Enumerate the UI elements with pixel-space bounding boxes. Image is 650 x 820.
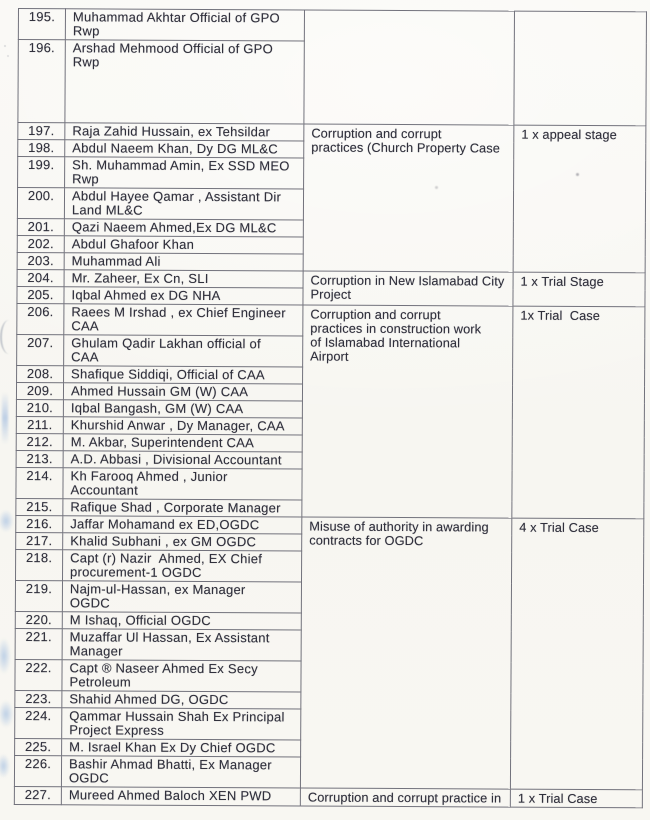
serial-cell: 205. [17,286,64,303]
name-cell: Abdul Ghafoor Khan [64,236,303,254]
serial-cell: 203. [17,252,64,269]
serial-cell: 208. [17,365,64,382]
name-cell: Ahmed Hussain GM (W) CAA [63,383,302,401]
serial-cell: 216. [16,515,63,532]
table-row [14,786,642,807]
serial-cell: 207. [17,334,64,365]
serial-cell: 212. [16,433,63,450]
table-container [14,8,646,808]
name-cell: Najm-ul-Hassan, ex Manager OGDC [62,581,301,613]
name-cell: M. Israel Khan Ex Dy Chief OGDC [62,739,301,757]
serial-cell: 199. [18,157,65,188]
case-stage-cell [514,11,647,126]
serial-cell: 214. [16,467,63,498]
serial-cell: 195. [18,9,65,40]
serial-cell: 225. [15,738,62,755]
name-cell: Muhammad Akhtar Official of GPO Rwp [65,9,304,41]
name-cell: M Ishaq, Official OGDC [62,612,301,630]
serial-cell: 206. [17,303,64,334]
name-cell: Jaffar Mohamand ex ED,OGDC [63,516,302,534]
serial-cell: 204. [17,269,64,286]
serial-cell: 210. [16,399,63,416]
serial-cell: 222. [15,659,62,690]
name-cell: Bashir Ahmad Bhatti, Ex Manager OGDC [61,756,300,788]
cases-table [14,8,647,808]
serial-cell: 197. [18,123,65,140]
case-description-cell [304,10,515,125]
name-cell: M. Akbar, Superintendent CAA [63,434,302,452]
name-cell: Qazi Naeem Ahmed,Ex DG ML&C [64,219,303,237]
case-stage-cell: 4 x Trial Case [510,518,643,790]
name-cell: Abdul Hayee Qamar , Assistant Dir Land ML&C [64,188,303,220]
case-description-cell: Corruption and corrupt practices (Church Property Case [303,124,514,272]
name-cell: Mureed Ahmed Baloch XEN PWD [61,787,300,806]
serial-cell: 213. [16,450,63,467]
serial-cell: 224. [15,707,62,738]
scan-artifact [0,506,16,536]
serial-cell: 226. [14,755,61,786]
serial-cell: 200. [17,188,64,219]
serial-cell: 217. [16,532,63,549]
case-stage-cell: 1 x Trial Stage [513,272,645,307]
serial-cell: 196. [18,40,65,123]
name-cell: Sh. Muhammad Amin, Ex SSD MEO Rwp [65,157,304,189]
case-description-cell: Misuse of authority in awarding contracts for OGDC [300,517,511,789]
serial-cell: 220. [15,611,62,628]
name-cell: Iqbal Ahmed ex DG NHA [64,287,303,305]
name-cell: Kh Farooq Ahmed , Junior Accountant [63,468,302,500]
serial-cell: 221. [15,628,62,659]
serial-cell: 227. [14,786,61,804]
scan-artifact [2,42,12,64]
case-description-cell: Corruption and corrupt practice in [300,788,510,807]
name-cell: A.D. Abbasi , Divisional Accountant [63,451,302,469]
serial-cell: 211. [16,416,63,433]
serial-cell: 198. [18,140,65,157]
name-cell: Qammar Hussain Shah Ex Principal Project Express [62,708,301,740]
name-cell: Muhammad Ali [64,253,303,271]
serial-cell: 218. [16,549,63,580]
serial-cell: 201. [17,218,64,235]
scan-artifact [2,392,8,444]
case-description-cell: Corruption in New Islamabad City Project [303,271,513,306]
name-cell: Rafique Shad , Corporate Manager [63,499,302,517]
serial-cell: 209. [16,382,63,399]
serial-cell: 202. [17,235,64,252]
name-cell: Arshad Mehmood Official of GPO Rwp [65,40,304,124]
name-cell: Raja Zahid Hussain, ex Tehsildar [65,123,304,141]
name-cell: Ghulam Qadir Lakhan official of CAA [64,335,303,367]
name-cell: Shafique Siddiqi, Official of CAA [64,366,303,384]
name-cell: Iqbal Bangash, GM (W) CAA [63,400,302,418]
case-description-cell: Corruption and corrupt practices in construction work of Islamabad International Airport [302,305,513,518]
name-cell: Shahid Ahmed DG, OGDC [62,691,301,709]
table-body [14,9,646,808]
scan-artifact [0,632,13,680]
case-stage-cell: 1 x Trial Case [510,789,642,808]
serial-cell: 215. [16,498,63,515]
serial-cell: 219. [15,580,62,611]
name-cell: Mr. Zaheer, Ex Cn, SLI [64,270,303,288]
name-cell: Khalid Subhani , ex GM OGDC [63,533,302,551]
name-cell: Raees M Irshad , ex Chief Engineer CAA [64,304,303,336]
case-stage-cell: 1x Trial Case [512,306,645,519]
table-row [18,9,646,43]
name-cell: Capt (r) Nazir Ahmed, EX Chief procurement-1 OGDC [63,550,302,582]
scan-artifact [0,750,12,782]
name-cell: Capt ® Naseer Ahmed Ex Secy Petroleum [62,660,301,692]
table-row [17,303,645,337]
name-cell: Muzaffar Ul Hassan, Ex Assistant Manager [62,629,301,661]
name-cell: Abdul Naeem Khan, Dy DG ML&C [65,140,304,158]
serial-cell: 223. [15,690,62,707]
name-cell: Khurshid Anwar , Dy Manager, CAA [63,417,302,435]
case-stage-cell: 1 x appeal stage [513,125,646,273]
